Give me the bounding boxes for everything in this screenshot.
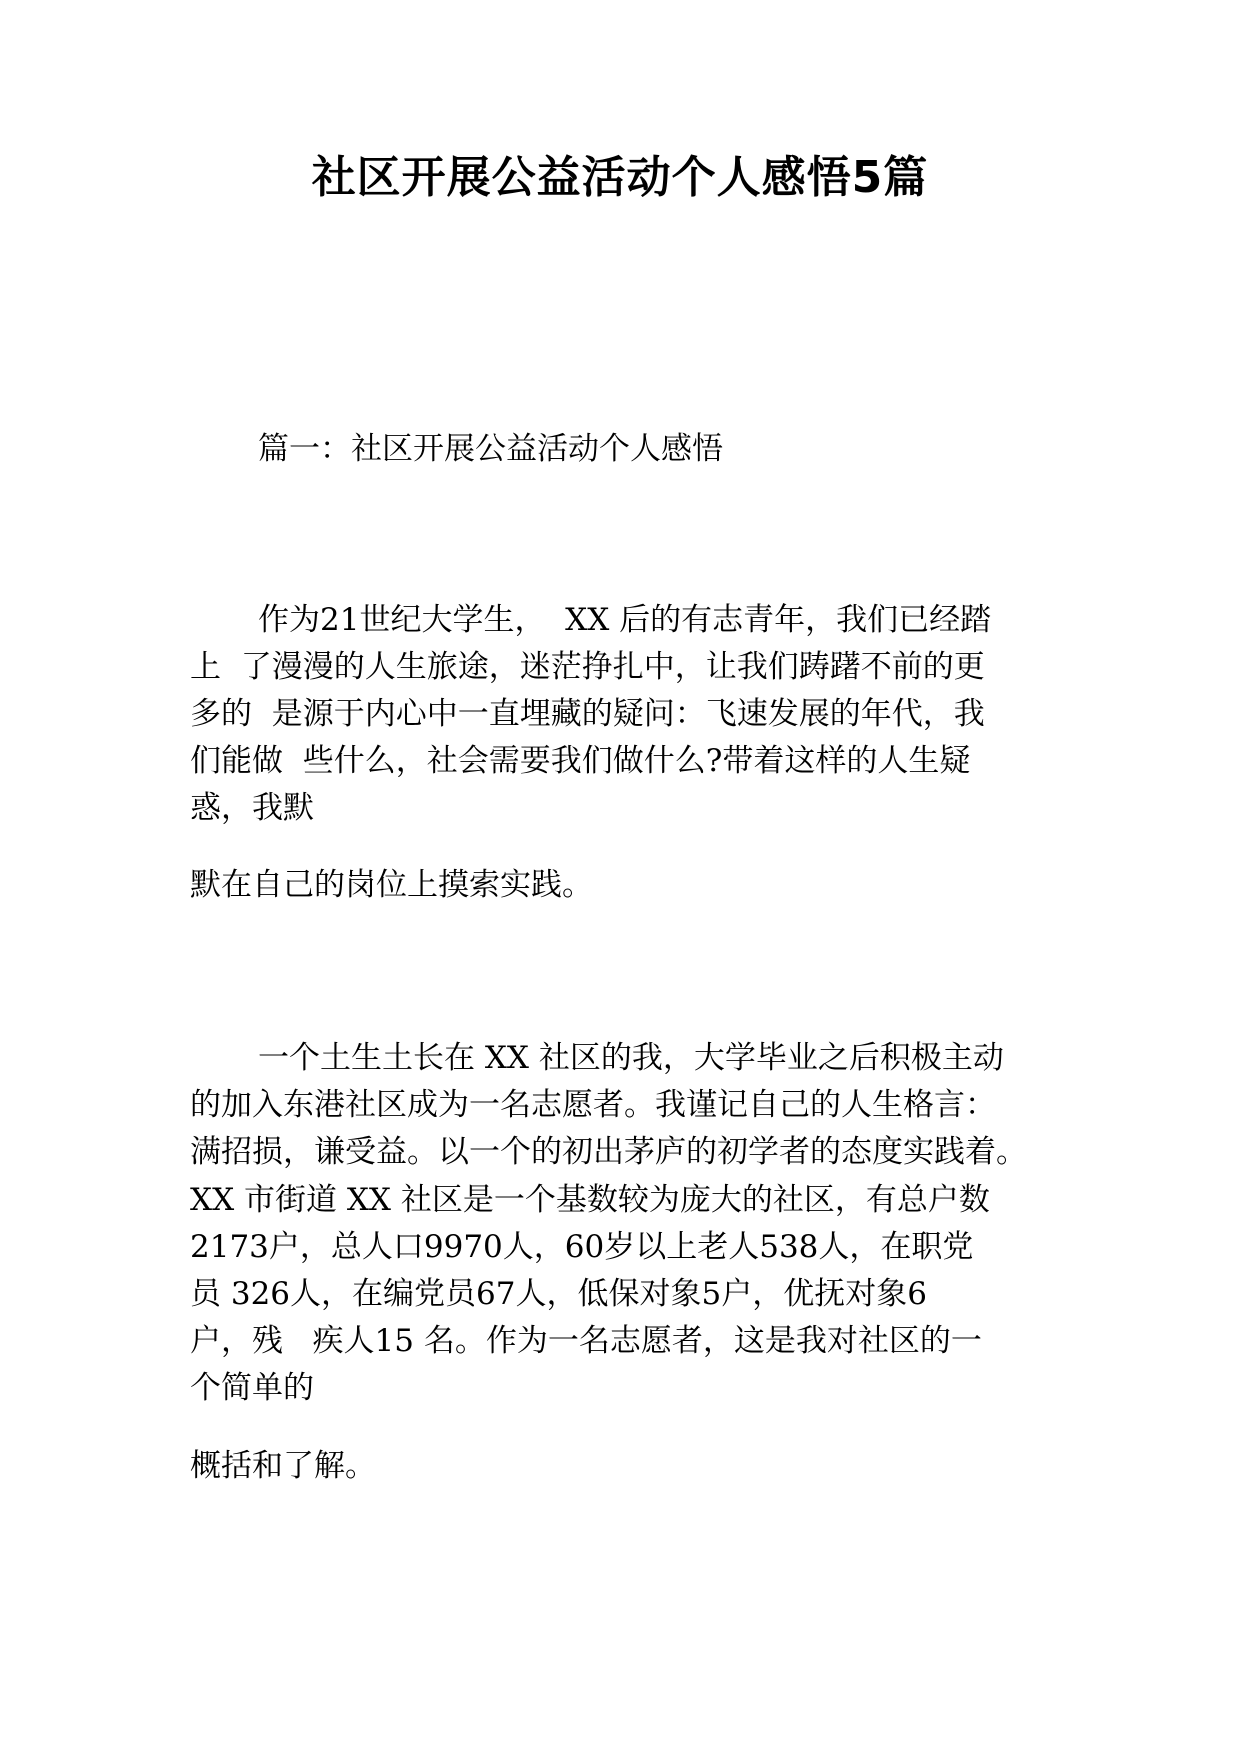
paragraph2-line: 员 326人，在编党员67人，低保对象5户，优抚对象6 (190, 1276, 927, 1312)
paragraph2-line: 2173户，总人口9970人，60岁以上老人538人，在职党 (190, 1229, 974, 1265)
paragraph2-line: 的加入东港社区成为一名志愿者。我谨记自己的人生格言： (190, 1087, 996, 1123)
paragraph2-line: 满招损，谦受益。以一个的初出茅庐的初学者的态度实践着。 (190, 1134, 1027, 1170)
paragraph1-line: 上 了漫漫的人生旅途，迷茫挣扎中，让我们踌躇不前的更 (190, 649, 985, 685)
paragraph2-line: 一个土生土长在 XX 社区的我，大学毕业之后积极主动 (258, 1040, 1004, 1076)
paragraph2-line: XX 市街道 XX 社区是一个基数较为庞大的社区，有总户数 (190, 1182, 990, 1218)
document-title: 社区开展公益活动个人感悟5篇 (311, 152, 929, 203)
paragraph1-line: 们能做 些什么，社会需要我们做什么?带着这样的人生疑 (190, 743, 971, 779)
paragraph1-line: 作为21世纪大学生， XX 后的有志青年，我们已经踏 (258, 602, 992, 638)
section-heading: 篇一：社区开展公益活动个人感悟 (258, 431, 723, 467)
paragraph1-line: 惑，我默 (190, 790, 314, 826)
paragraph2-line: 户，残 疾人15 名。作为一名志愿者，这是我对社区的一 (190, 1323, 982, 1359)
paragraph2-continuation: 概括和了解。 (190, 1448, 376, 1484)
paragraph1-continuation: 默在自己的岗位上摸索实践。 (190, 867, 593, 903)
paragraph1-line: 多的 是源于内心中一直埋藏的疑问：飞速发展的年代，我 (190, 696, 985, 732)
paragraph2-line: 个简单的 (190, 1370, 314, 1406)
